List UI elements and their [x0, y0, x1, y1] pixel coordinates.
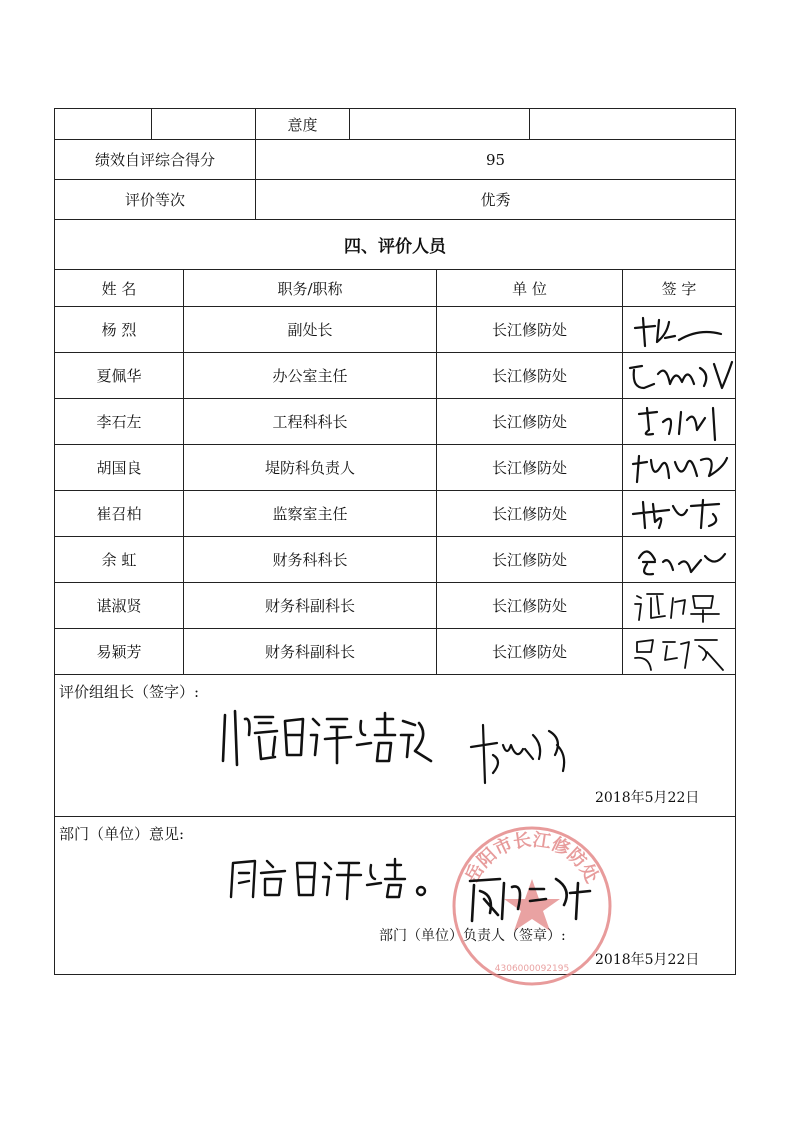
evaluation-table: [54, 108, 736, 975]
score-label: [55, 140, 255, 179]
header-title: 职务/职称: [183, 270, 436, 306]
signature-mark: [629, 584, 729, 628]
top-cell-5: [529, 109, 735, 139]
member-title: 财务科科长: [183, 537, 436, 582]
member-row: [55, 583, 735, 629]
grade-row: [55, 180, 735, 220]
grade-value: [255, 180, 735, 219]
member-unit: 长江修防处: [436, 537, 622, 582]
signature-mark: [627, 446, 731, 490]
top-partial-row: [55, 108, 735, 140]
member-row: [55, 629, 735, 675]
member-name: 李石左: [96, 413, 142, 431]
svg-text:岳阳市长江修防处: 岳阳市长江修防处: [461, 829, 603, 887]
member-name: 胡国良: [96, 459, 142, 477]
dept-section: [55, 817, 735, 975]
score-value: [255, 140, 735, 179]
member-row: [55, 307, 735, 353]
top-cell-3-text: 意度: [287, 115, 318, 134]
section-title-row: [55, 220, 735, 270]
leader-section: [55, 675, 735, 817]
top-cell-2: [151, 109, 255, 139]
signature-mark: [629, 538, 729, 582]
member-signature: [622, 399, 735, 444]
member-title: 副处长: [183, 307, 436, 352]
member-title: 堤防科负责人: [183, 445, 436, 490]
member-name: 余 虹: [101, 551, 137, 569]
member-name: 谌淑贤: [96, 597, 142, 615]
dept-handwritten-comment: [225, 853, 435, 903]
member-signature: [622, 445, 735, 490]
member-unit: 长江修防处: [436, 445, 622, 490]
member-title: 工程科科长: [183, 399, 436, 444]
leader-label: 评价组组长（签字）:: [59, 683, 200, 701]
member-row: [55, 537, 735, 583]
member-row: [55, 445, 735, 491]
member-title: 监察室主任: [183, 491, 436, 536]
member-name: 易颖芳: [96, 643, 142, 661]
member-row: [55, 353, 735, 399]
member-unit: 长江修防处: [436, 399, 622, 444]
svg-text:4306000092195: 4306000092195: [494, 964, 570, 974]
member-signature: [622, 583, 735, 628]
score-label-text: 绩效自评综合得分: [94, 151, 215, 169]
leader-handwritten-comment: [215, 705, 435, 775]
signature-mark: [629, 492, 729, 536]
signature-mark: [629, 630, 729, 674]
member-title: 财务科副科长: [183, 583, 436, 628]
dept-signer-label: 部门（单位）负责人（签章）:: [379, 928, 566, 944]
top-cell-4: [349, 109, 529, 139]
member-unit: 长江修防处: [436, 629, 622, 674]
dept-label: 部门（单位）意见:: [59, 825, 185, 843]
header-sign: 签 字: [622, 270, 735, 306]
member-title: 办公室主任: [183, 353, 436, 398]
member-signature: [622, 307, 735, 352]
grade-label-text: 评价等次: [124, 191, 185, 209]
signature-mark: [629, 400, 729, 444]
member-name: 杨 烈: [101, 321, 137, 339]
section-title: 四、评价人员: [344, 237, 446, 257]
member-signature: [622, 537, 735, 582]
header-unit: 单 位: [436, 270, 622, 306]
member-signature: [622, 353, 735, 398]
member-row: [55, 399, 735, 445]
member-unit: 长江修防处: [436, 353, 622, 398]
member-title: 财务科副科长: [183, 629, 436, 674]
member-name: 崔召柏: [96, 505, 142, 523]
signature-mark: [629, 308, 729, 352]
leader-signature: [463, 715, 573, 795]
header-name: 姓 名: [101, 279, 137, 298]
grade-value-text: 优秀: [480, 191, 511, 209]
top-cell-3: [255, 109, 349, 139]
leader-date: 2018年5月22日: [595, 790, 700, 806]
member-unit: 长江修防处: [436, 583, 622, 628]
member-header-row: [55, 270, 735, 307]
member-unit: 长江修防处: [436, 307, 622, 352]
score-row: [55, 140, 735, 180]
signature-mark: [624, 354, 734, 398]
member-signature: [622, 491, 735, 536]
score-value-text: 95: [485, 150, 506, 169]
top-cell-1: [55, 109, 151, 139]
member-signature: [622, 629, 735, 674]
dept-head-signature: [460, 869, 600, 929]
member-name: 夏佩华: [96, 367, 142, 385]
grade-label: [55, 180, 255, 219]
dept-date: 2018年5月22日: [595, 952, 700, 968]
member-row: [55, 491, 735, 537]
member-unit: 长江修防处: [436, 491, 622, 536]
